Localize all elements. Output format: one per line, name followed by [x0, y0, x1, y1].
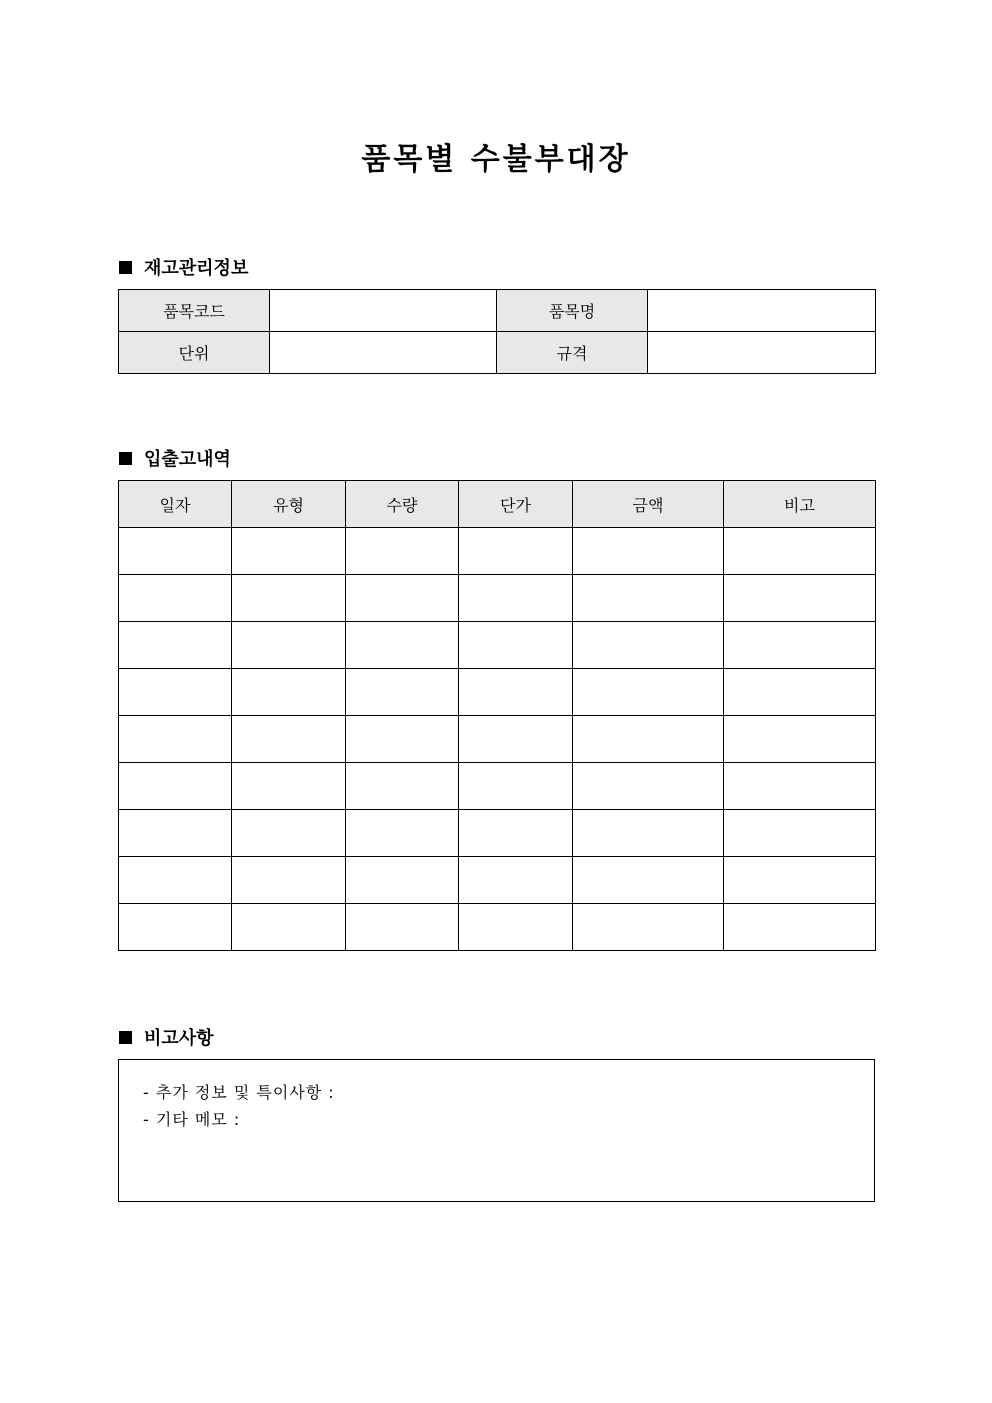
cell-quantity[interactable] [346, 716, 459, 763]
section-heading-label: 입출고내역 [144, 449, 231, 470]
unit-field[interactable] [270, 332, 497, 374]
inventory-info-table [118, 289, 876, 374]
cell-date[interactable] [119, 669, 232, 716]
item-name-field[interactable] [648, 290, 876, 332]
cell-note[interactable] [724, 904, 876, 951]
cell-unit-price[interactable] [459, 857, 573, 904]
cell-note[interactable] [724, 622, 876, 669]
cell-type[interactable] [232, 904, 346, 951]
square-bullet-icon [119, 261, 132, 274]
cell-amount[interactable] [573, 716, 724, 763]
section-heading-inventory [119, 254, 248, 280]
section-heading-remarks [119, 1024, 214, 1050]
column-header-amount: 금액 [573, 481, 724, 528]
cell-date[interactable] [119, 716, 232, 763]
cell-type[interactable] [232, 716, 346, 763]
cell-type[interactable] [232, 575, 346, 622]
cell-type[interactable] [232, 763, 346, 810]
cell-unit-price[interactable] [459, 575, 573, 622]
column-header-date: 일자 [119, 481, 232, 528]
cell-amount[interactable] [573, 575, 724, 622]
page-title: 품목별 수불부대장 [361, 142, 631, 177]
remarks-box[interactable] [118, 1059, 875, 1202]
cell-unit-price[interactable] [459, 669, 573, 716]
table-row [119, 528, 876, 575]
cell-quantity[interactable] [346, 669, 459, 716]
cell-quantity[interactable] [346, 575, 459, 622]
cell-date[interactable] [119, 904, 232, 951]
table-row [119, 904, 876, 951]
cell-note[interactable] [724, 810, 876, 857]
cell-quantity[interactable] [346, 763, 459, 810]
unit-label: 단위 [119, 332, 270, 374]
cell-note[interactable] [724, 528, 876, 575]
cell-quantity[interactable] [346, 810, 459, 857]
item-code-field[interactable] [270, 290, 497, 332]
table-row [119, 575, 876, 622]
cell-type[interactable] [232, 669, 346, 716]
cell-type[interactable] [232, 622, 346, 669]
cell-note[interactable] [724, 857, 876, 904]
table-row [119, 857, 876, 904]
table-row [119, 669, 876, 716]
cell-amount[interactable] [573, 622, 724, 669]
cell-unit-price[interactable] [459, 810, 573, 857]
cell-note[interactable] [724, 669, 876, 716]
cell-amount[interactable] [573, 763, 724, 810]
column-header-type: 유형 [232, 481, 346, 528]
cell-amount[interactable] [573, 904, 724, 951]
cell-unit-price[interactable] [459, 904, 573, 951]
cell-quantity[interactable] [346, 622, 459, 669]
cell-unit-price[interactable] [459, 716, 573, 763]
section-heading-label: 비고사항 [144, 1028, 214, 1049]
remarks-line-extra-info: - 추가 정보 및 특이사항 : [143, 1083, 335, 1102]
cell-unit-price[interactable] [459, 622, 573, 669]
item-code-label: 품목코드 [119, 290, 270, 332]
table-row [119, 332, 876, 374]
table-row [119, 763, 876, 810]
column-header-quantity: 수량 [346, 481, 459, 528]
cell-amount[interactable] [573, 528, 724, 575]
cell-note[interactable] [724, 763, 876, 810]
cell-type[interactable] [232, 857, 346, 904]
cell-type[interactable] [232, 810, 346, 857]
cell-type[interactable] [232, 528, 346, 575]
section-heading-label: 재고관리정보 [144, 258, 249, 279]
cell-date[interactable] [119, 763, 232, 810]
cell-date[interactable] [119, 857, 232, 904]
spec-label: 규격 [497, 332, 648, 374]
table-row [119, 622, 876, 669]
spec-field[interactable] [648, 332, 876, 374]
cell-note[interactable] [724, 575, 876, 622]
square-bullet-icon [119, 452, 132, 465]
cell-date[interactable] [119, 810, 232, 857]
table-row [119, 290, 876, 332]
cell-amount[interactable] [573, 669, 724, 716]
cell-quantity[interactable] [346, 528, 459, 575]
cell-unit-price[interactable] [459, 528, 573, 575]
column-header-note: 비고 [724, 481, 876, 528]
remarks-line-memo: - 기타 메모 : [143, 1110, 241, 1129]
cell-amount[interactable] [573, 810, 724, 857]
cell-unit-price[interactable] [459, 763, 573, 810]
item-name-label: 품목명 [497, 290, 648, 332]
cell-date[interactable] [119, 575, 232, 622]
cell-quantity[interactable] [346, 857, 459, 904]
cell-quantity[interactable] [346, 904, 459, 951]
square-bullet-icon [119, 1031, 132, 1044]
transactions-table [118, 480, 876, 951]
cell-note[interactable] [724, 716, 876, 763]
cell-amount[interactable] [573, 857, 724, 904]
table-row [119, 810, 876, 857]
cell-date[interactable] [119, 528, 232, 575]
table-header-row [119, 481, 876, 528]
cell-date[interactable] [119, 622, 232, 669]
table-row [119, 716, 876, 763]
column-header-unit-price: 단가 [459, 481, 573, 528]
section-heading-transactions [119, 445, 231, 471]
